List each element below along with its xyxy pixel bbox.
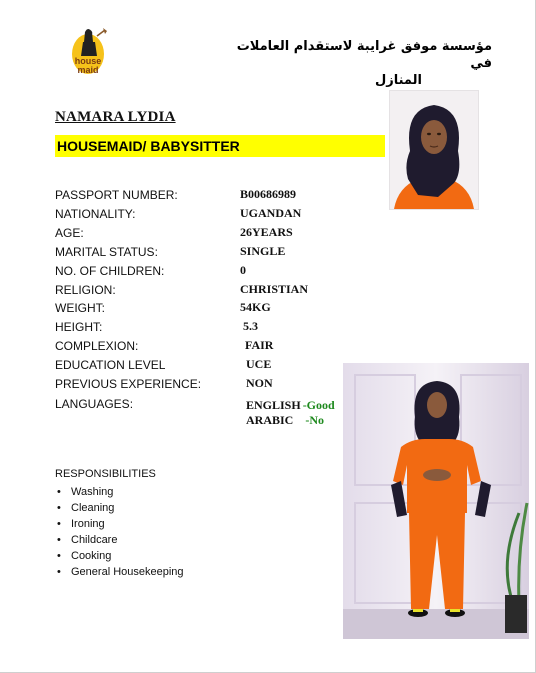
detail-row	[55, 245, 355, 263]
detail-value: FAIR	[245, 338, 274, 352]
detail-label: COMPLEXION:	[55, 339, 139, 353]
responsibility-text: Cleaning	[71, 502, 115, 514]
detail-row	[55, 283, 355, 301]
detail-value: CHRISTIAN	[240, 282, 309, 296]
language-level: -Good	[302, 398, 335, 412]
detail-label: PREVIOUS EXPERIENCE:	[55, 377, 202, 391]
agency-name-line-1: مؤسسة موفق غرايبة لاستقدام العاملات في	[236, 39, 492, 71]
agency-name-line-2: المنازل	[374, 73, 422, 88]
detail-row	[55, 226, 355, 244]
portrait-photo	[389, 90, 479, 210]
logo-icon	[66, 22, 112, 78]
candidate-name: NAMARA LYDIA	[55, 109, 176, 125]
detail-row	[55, 264, 355, 282]
logo-text-house: house	[74, 56, 102, 66]
responsibility-text: Washing	[71, 486, 114, 498]
language-name: ARABIC	[246, 413, 294, 427]
language-entry	[246, 411, 324, 429]
detail-value: NON	[246, 376, 273, 390]
full-length-photo	[343, 363, 529, 639]
detail-row	[55, 339, 355, 357]
house-maid-logo	[66, 22, 112, 78]
logo-text-maid: maid	[77, 65, 99, 75]
detail-label: MARITAL STATUS:	[55, 245, 158, 259]
bullet-icon: •	[57, 534, 61, 546]
role-banner	[55, 135, 385, 157]
detail-row	[55, 301, 355, 319]
bullet-icon: •	[57, 486, 61, 498]
responsibility-text: Ironing	[71, 518, 105, 530]
responsibility-item	[55, 484, 184, 500]
responsibility-text: Childcare	[71, 534, 118, 546]
detail-row	[55, 320, 355, 338]
candidate-role: HOUSEMAID/ BABYSITTER	[57, 138, 240, 154]
detail-value: UCE	[246, 357, 272, 371]
responsibility-item	[55, 500, 184, 516]
responsibility-item	[55, 516, 184, 532]
detail-value: 54KG	[240, 300, 271, 314]
language-name: ENGLISH	[246, 398, 301, 412]
language-level: -No	[305, 413, 325, 427]
bullet-icon: •	[57, 566, 61, 578]
detail-label: NATIONALITY:	[55, 207, 136, 221]
detail-label: AGE:	[55, 226, 84, 240]
detail-label: LANGUAGES:	[55, 397, 134, 411]
bullet-icon: •	[57, 518, 61, 530]
responsibility-item	[55, 548, 184, 564]
detail-row	[55, 377, 355, 395]
detail-label: NO. OF CHILDREN:	[55, 264, 165, 278]
bullet-icon: •	[57, 550, 61, 562]
detail-value: 5.3	[243, 319, 258, 333]
responsibility-item	[55, 564, 184, 580]
detail-label: PASSPORT NUMBER:	[55, 188, 178, 202]
detail-row	[55, 188, 355, 206]
detail-label: EDUCATION LEVEL	[55, 358, 166, 372]
detail-value: 26YEARS	[240, 225, 293, 239]
responsibility-item	[55, 532, 184, 548]
detail-value: UGANDAN	[240, 206, 302, 220]
responsibility-text: Cooking	[71, 550, 112, 562]
detail-value: SINGLE	[240, 244, 286, 258]
detail-label: RELIGION:	[55, 283, 116, 297]
detail-value: 0	[240, 263, 246, 277]
detail-label: HEIGHT:	[55, 320, 103, 334]
responsibilities-title: RESPONSIBILITIES	[55, 468, 156, 480]
detail-label: WEIGHT:	[55, 301, 105, 315]
detail-value: B00686989	[240, 187, 297, 201]
responsibility-text: General Housekeeping	[71, 566, 184, 578]
detail-row	[55, 207, 355, 225]
agency-name-arabic	[232, 38, 492, 89]
bullet-icon: •	[57, 502, 61, 514]
detail-row	[55, 358, 355, 376]
responsibilities-list	[55, 484, 184, 580]
